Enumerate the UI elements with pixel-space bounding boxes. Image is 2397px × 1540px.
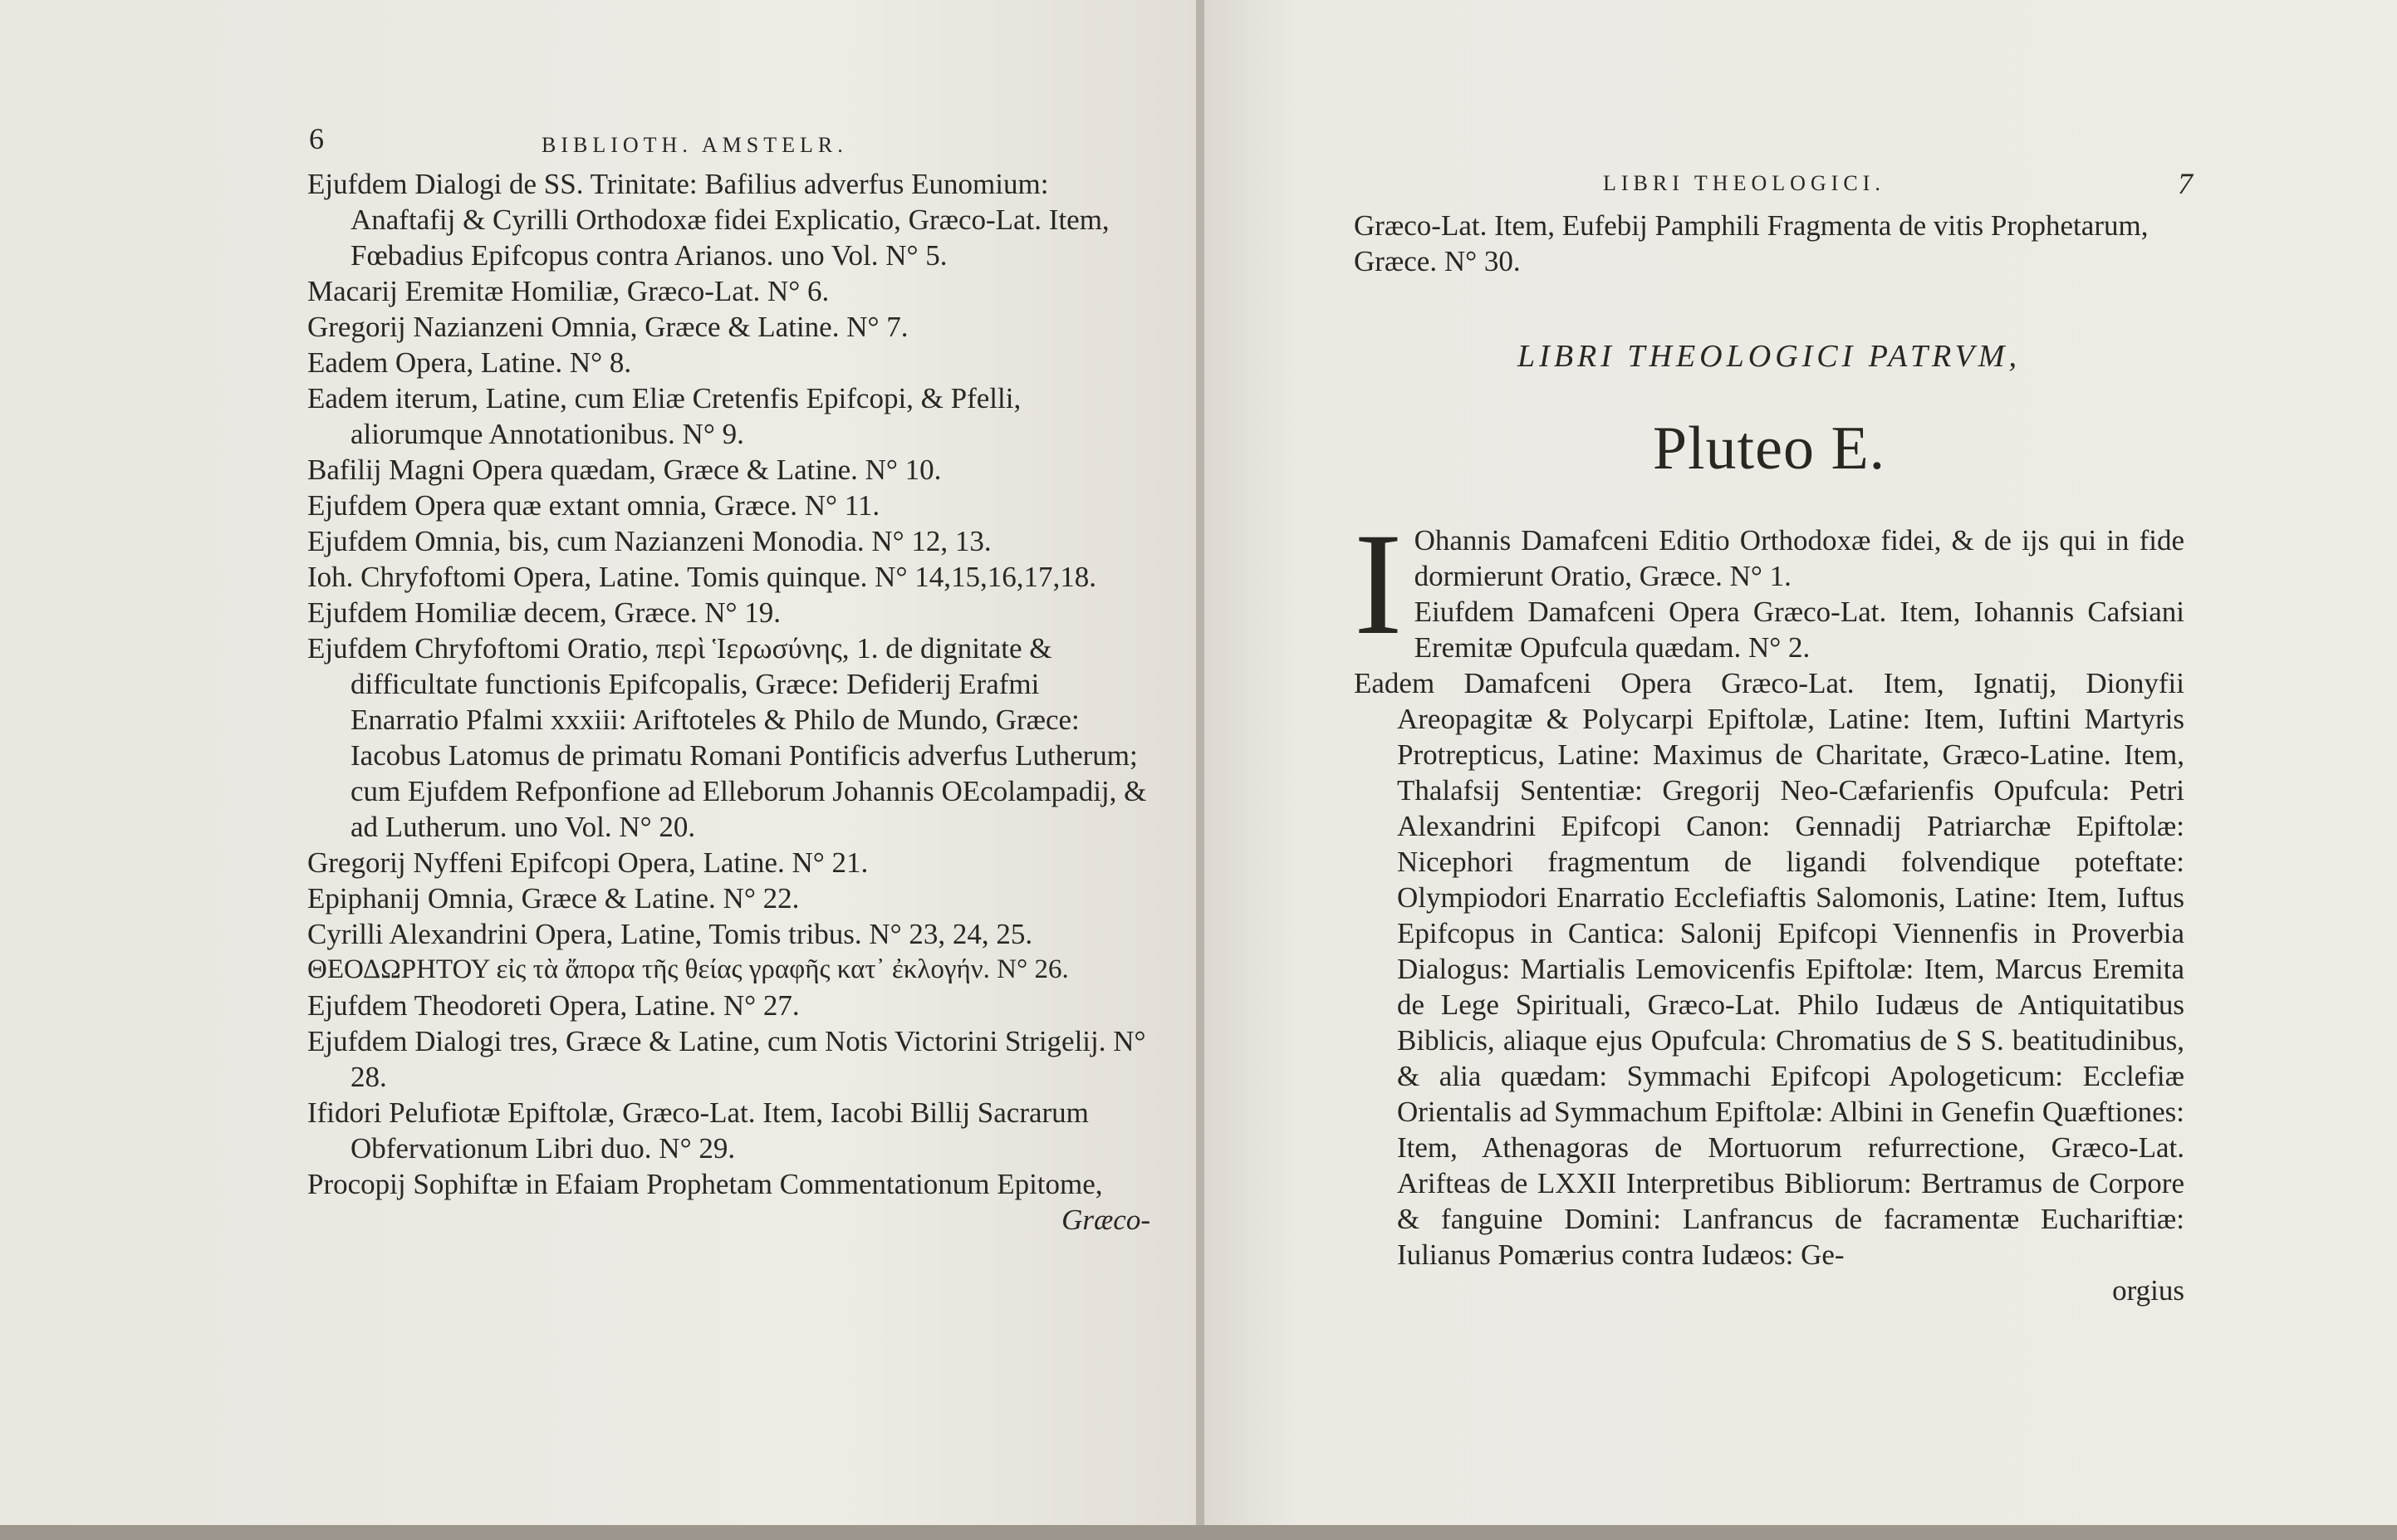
section-title: LIBRI THEOLOGICI PATRVM,	[1517, 339, 2021, 374]
left-running-head: BIBLIOTH. AMSTELR.	[542, 133, 848, 157]
entry-21: Gregorij Nyffeni Epifcopi Opera, Latine. N° 21.	[307, 846, 869, 879]
entry-1: Ohannis Damafceni Editio Orthodoxæ fidei, & de ijs qui in fide dormierunt Oratio, Græce. N° 1.	[1414, 524, 2184, 592]
section-subtitle: Pluteo E.	[1652, 414, 1886, 483]
entry-9: Eadem iterum, Latine, cum Eliæ Cretenfis Epifcopi, & Pfelli, aliorumque Annotationibus. N° 9.	[307, 382, 1022, 450]
book-gutter	[1196, 0, 1204, 1540]
entry-6: Macarij Eremitæ Homiliæ, Græco-Lat. N° 6.	[307, 275, 830, 307]
entry-procopius: Procopij Sophiftæ in Efaiam Prophetam Commentationum Epitome,	[307, 1168, 1103, 1200]
entry-23: Cyrilli Alexandrini Opera, Latine, Tomis tribus. N° 23, 24, 25.	[307, 918, 1033, 950]
entry-7: Gregorij Nazianzeni Omnia, Græce & Latine. N° 7.	[307, 311, 909, 343]
right-running-head: LIBRI THEOLOGICI.	[1603, 171, 1885, 195]
entry-11: Ejufdem Opera quæ extant omnia, Græce. N° 11.	[307, 489, 880, 522]
right-text-block	[1354, 208, 2184, 1308]
entry-5: Ejufdem Dialogi de SS. Trinitate: Bafilius adverfus Eunomium: Anaftafij & Cyrilli Orthodoxæ fidei Explicatio, Græco-Lat. Item, Fœbadius Epifcopus contra Arianos. uno Vol. N° 5.	[307, 168, 1110, 272]
entry-20: Ejufdem Chryfoftomi Oratio, περὶ Ἱερωσύνης, 1. de dignitate & difficultate functionis Epifcopalis, Græce: Defiderij Erafmi Enarratio Pfalmi xxxiii: Ariftoteles & Philo de Mundo, Græce: Iacobus Latomus de primatu Romani Pontificis adverfus Lutherum; cum Ejufdem Refponfione ad Elleborum Johannis OEcolampadij, & ad Lutherum. uno Vol. N° 20.	[307, 632, 1147, 843]
entry-27: Ejufdem Theodoreti Opera, Latine. N° 27.	[307, 989, 800, 1022]
left-catchword: Græco-	[1061, 1204, 1150, 1236]
page-bottom-edge	[0, 1525, 2397, 1540]
entry-14: Ioh. Chryfoftomi Opera, Latine. Tomis quinque. N° 14,15,16,17,18.	[307, 561, 1096, 593]
entry-8: Eadem Opera, Latine. N° 8.	[307, 346, 632, 379]
left-text-block	[307, 166, 1150, 1238]
entry-28: Ejufdem Dialogi tres, Græce & Latine, cum Notis Victorini Strigelij. N° 28.	[307, 1025, 1146, 1093]
entry-2: Eiufdem Damafceni Opera Græco-Lat. Item, Iohannis Cafsiani Eremitæ Opufcula quædam. N° 2.	[1414, 596, 2184, 664]
left-folio: 6	[309, 122, 324, 155]
entry-26: ΘΕΟΔΩΡΗΤΟΥ εἰς τὰ ἄπορα τῆς θείας γραφῆς κατ᾽ ἐκλογήν. N° 26.	[307, 954, 1069, 984]
right-page	[1204, 0, 2397, 1540]
entry-10: Bafilij Magni Opera quædam, Græce & Latine. N° 10.	[307, 454, 942, 486]
entry-22: Epiphanij Omnia, Græce & Latine. N° 22.	[307, 882, 800, 915]
dropcap-letter: I	[1354, 503, 1403, 665]
entry-12: Ejufdem Omnia, bis, cum Nazianzeni Monodia. N° 12, 13.	[307, 525, 992, 557]
right-folio: 7	[2178, 167, 2193, 200]
first-entry-block	[1354, 503, 2184, 665]
continuation-entry: Græco-Lat. Item, Eufebij Pamphili Fragmenta de vitis Prophetarum, Græce. N° 30.	[1354, 209, 2149, 277]
right-catchword: orgius	[2112, 1274, 2184, 1307]
entry-3: Eadem Damafceni Opera Græco-Lat. Item, Ignatij, Dionyfii Areopagitæ & Polycarpi Epiftolæ, Latine: Item, Iuftini Martyris Protrepticus, Latine: Maximus de Charitate, Græco-Latine. Item, Thalafsij Sententiæ: Gregorij Neo-Cæfarienfis Opufcula: Petri Alexandrini Epifcopi Canon: Gennadij Patriarchæ Epiftolæ: Nicephori fragmentum de ligandi folvendique poteftate: Olympiodori Enarratio Ecclefiaftis Salomonis, Latine: Item, Iuftus Epifcopus in Cantica: Salonij Epifcopi Viennenfis in Proverbia Dialogus: Martialis Lemovicenfis Epiftolæ: Item, Marcus Eremita de Lege Spirituali, Græco-Lat. Philo Iudæus de Antiquitatibus Biblicis, aliaque ejus Opufcula: Chromatius de S S. beatitudinibus, & alia quædam: Symmachi Epifcopi Apologeticum: Ecclefiæ Orientalis ad Symmachum Epiftolæ: Albini in Genefin Quæftiones: Item, Athenagoras de Mortuorum refurrectione, Græco-Lat. Arifteas de LXXII Interpretibus Bibliorum: Bertramus de Corpore & fanguine Domini: Lanfrancus de facramentæ Euchariftiæ: Iulianus Pomærius contra Iudæos: Ge-	[1354, 667, 2184, 1271]
entry-29: Ifidori Pelufiotæ Epiftolæ, Græco-Lat. Item, Iacobi Billij Sacrarum Obfervationum Libri duo. N° 29.	[307, 1096, 1089, 1165]
entry-19: Ejufdem Homiliæ decem, Græce. N° 19.	[307, 596, 781, 629]
left-page	[0, 0, 1196, 1540]
